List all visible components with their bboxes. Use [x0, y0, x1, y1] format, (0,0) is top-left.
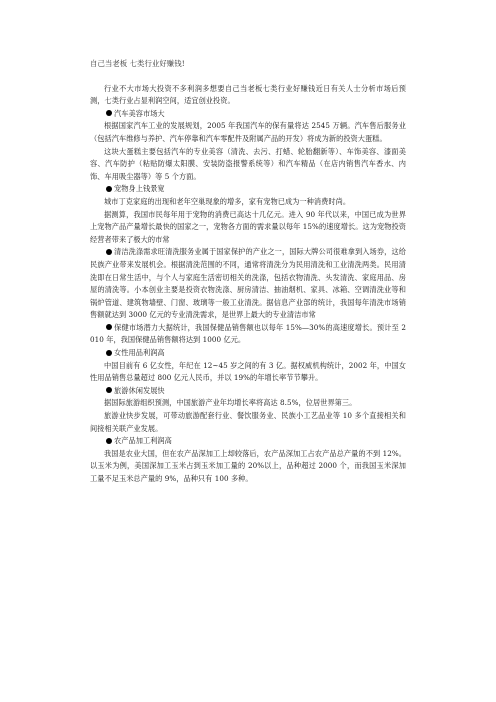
section-paragraph: 据测算，我国市民每年用于宠物的消费已高达十几亿元。进入 90 年代以来，中国已成为世界上宠物产品产量增长最快的国家之一，宠物各方面的需求量以每年 15%的速度增长。这为宠物投资经营者带来了极大的市常 — [90, 209, 406, 244]
section-heading-pets: 宠物身上钱景宽 — [90, 183, 406, 196]
section-heading-agriculture: 农产品加工利润高 — [90, 435, 406, 448]
bullet-icon — [106, 324, 112, 330]
bullet-icon — [106, 438, 112, 444]
bullet-icon — [106, 249, 112, 255]
document-title: 自己当老板 七类行业好赚钱! — [90, 59, 185, 68]
section-paragraph: 旅游业快步发展，可带动旅游配套行业、餐饮服务业、民族小工艺品业等 10 多个直接相关和间接相关联产业发展。 — [90, 411, 406, 433]
intro-paragraph: 行业不大市场大投资不多利润多想要自己当老板七类行业好赚钱近日有关人士分析市场后预测，七类行业占显利润空间，适宜创业投资。 — [90, 83, 406, 106]
section-paragraph: 根据国家汽车工业的发展规划，2005 年我国汽车的保有量将达 2545 万辆。汽车售后服务业（包括汽车维修与养护、汽车停靠和汽车零配件及附属产品的开发）将成为新的投资大蛋糕。 — [90, 121, 406, 143]
section-paragraph: 中国目前有 6 亿女性，年纪在 12~45 岁之间的有 3 亿。据权威机构统计，2002 年，中国女性用品销售总量超过 800 亿元人民币，并以 19%的年增长率节节攀升。 — [90, 360, 406, 383]
bullet-icon — [106, 387, 112, 393]
section-heading-women: 女性用品利润高 — [90, 347, 406, 360]
section-heading-car-care: 汽车美容市场大 — [90, 108, 406, 121]
section-heading-cleaning: 清洁洗涤需求旺清洗服务业属于国家保护的产业之一，国际大牌公司很难拿到入场券，这给民族产业带来发展机会。根据清洗范围的不同，通常将清洗分为民用清洗和工业清洗两类。民用清洗即在日常生活中，与个人与家庭生活密切相关的洗涤，包括衣物清洗、头发清洗、家庭用品、房屋的清洗等。小本创业主要是投资衣物洗涤、厨房清洁、抽油烟机、家具、冰箱、空调清洗业等和锅炉管道、建筑物墙壁、门窗、玻璃等一般工业清洗。据信息产业部的统计，我国每年清洗市场销售额就达到 3000 亿元的专业清洗需求，是世界上最大的专业清洁市常 — [90, 247, 406, 320]
section-paragraph: 城市丁克家庭的出现和老年空巢现象的增多，家有宠物已成为一种消费时尚。 — [104, 196, 351, 206]
bullet-icon — [106, 186, 112, 192]
bullet-icon — [106, 110, 112, 116]
section-paragraph: 这块大蛋糕主要包括汽车的专业美容（清洗、去污、打蜡、轮胎翻新等）、车饰美容、漆面美容、汽车防护（粘贴防爆太阳膜、安装防盗报警系统等）和汽车精品（在店内销售汽车香水、内饰、车用吸尘器等）等 5 个方面。 — [90, 146, 406, 181]
bullet-icon — [106, 350, 112, 356]
section-heading-tourism: 旅游休闲发展快 — [90, 385, 406, 398]
section-heading-health: 保健市场潜力大据统计，我国保健品销售额也以每年 15%—30%的高速度增长。预计至 2010 年，我国保健品销售额将达到 1000 亿元。 — [90, 322, 406, 345]
section-paragraph: 我国是农业大国，但在农产品深加工上却较落后，农产品深加工占农产品总产量的不到 12%。以玉米为例，美国深加工玉米占到玉米加工量的 20%以上，品种超过 2000 个，而我国玉米深加工量不足玉米总产量的 9%，品种只有 100 多种。 — [90, 448, 406, 483]
document-page — [90, 58, 406, 486]
section-paragraph: 据国际旅游组织预测，中国旅游产业年均增长率将高达 8.5%，位居世界第三。 — [104, 398, 357, 408]
